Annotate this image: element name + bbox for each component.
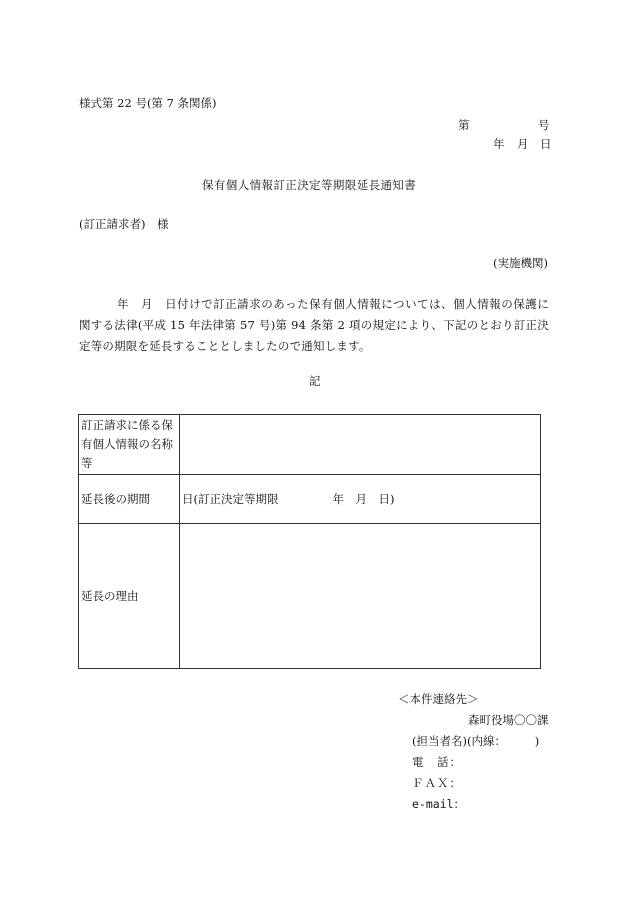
contact-dept: 森町役場〇〇課 <box>468 713 549 727</box>
contact-heading: ＜本件連絡先＞ <box>398 692 479 706</box>
date-year: 年 <box>493 137 505 151</box>
row3-value <box>180 524 541 669</box>
table-row <box>79 524 541 669</box>
table-row <box>79 415 541 475</box>
notice-body: 年 月 日付けで訂正請求のあった保有個人情報については、個人情報の保護に関する法律(平成 15 年法律第 57 号)第 94 条第 2 項の規定により、下記のとおり訂正決定等の期限を延長することとしましたので通知します。 <box>79 297 549 353</box>
row2-value <box>180 475 541 524</box>
date-month: 月 <box>517 137 529 151</box>
table-row <box>79 475 541 524</box>
addressee: (訂正請求者) 様 <box>79 217 169 231</box>
row1-label: 訂正請求に係る保有個人情報の名称等 <box>79 415 180 475</box>
issuer: (実施機関) <box>493 256 548 270</box>
ki-heading: 記 <box>309 374 321 388</box>
row3-label: 延長の理由 <box>79 524 180 669</box>
date-day: 日 <box>540 137 552 151</box>
contact-email: e-mail： <box>412 797 466 811</box>
document-title: 保有個人情報訂正決定等期限延長通知書 <box>202 178 417 192</box>
doc-number-dai: 第 <box>458 118 470 132</box>
form-number: 様式第 22 号(第 7 条関係) <box>79 96 217 110</box>
contact-tel: 電 話： <box>412 755 462 769</box>
row1-value <box>180 415 541 475</box>
contact-person: (担当者名)(内線： ) <box>412 734 540 748</box>
row2-value-b: 年 月 日) <box>332 492 395 506</box>
doc-number-go: 号 <box>538 118 550 132</box>
row2-label: 延長後の期間 <box>79 475 180 524</box>
row2-value-a: 日(訂正決定等期限 <box>182 492 279 506</box>
contact-fax: ＦＡＸ： <box>412 776 462 790</box>
details-table <box>78 414 541 669</box>
